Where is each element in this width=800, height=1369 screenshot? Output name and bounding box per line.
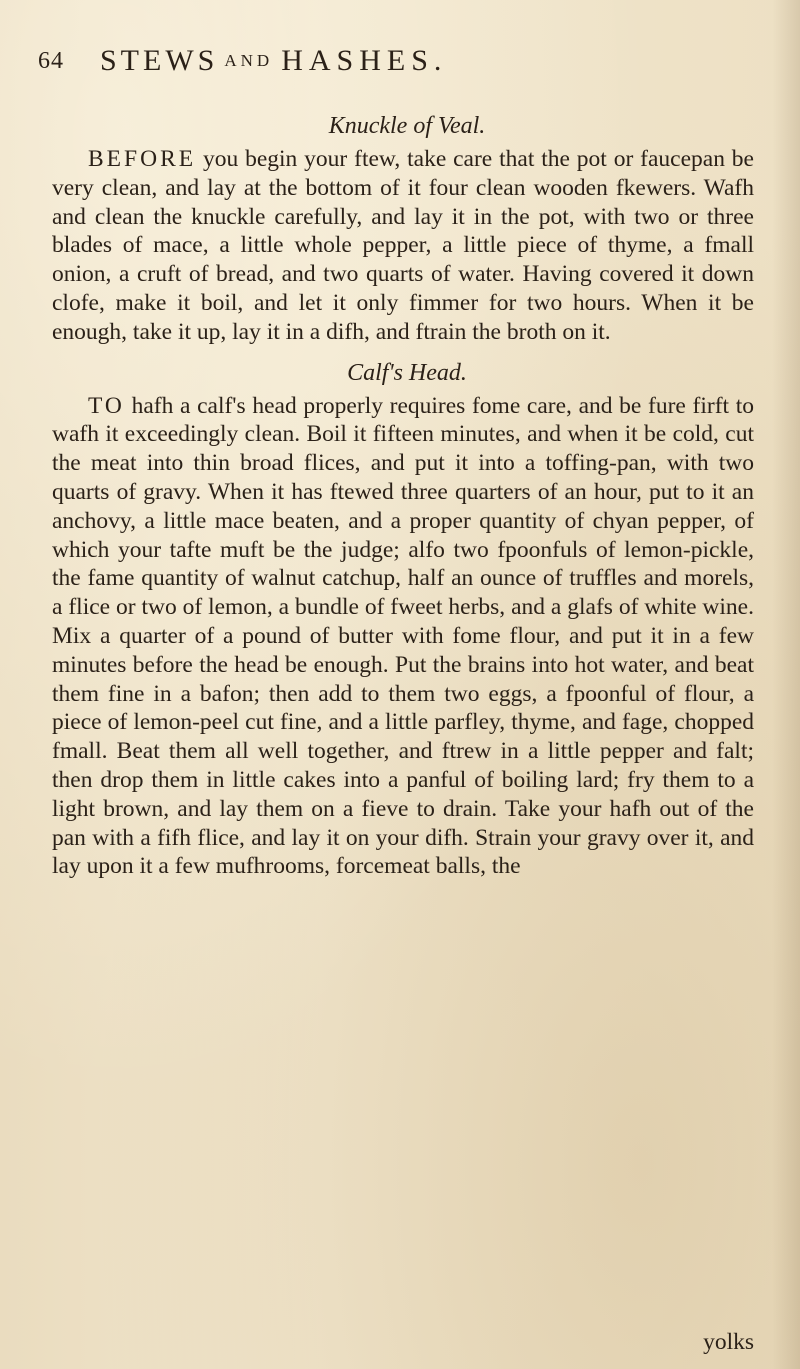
section-title: Knuckle of Veal.	[328, 113, 486, 139]
paragraph-lead-word: TO	[88, 392, 125, 419]
paragraph-lead-word: BEFORE	[88, 146, 197, 172]
running-title-and: AND	[224, 51, 274, 70]
recipe-calfs-head	[52, 359, 754, 882]
page-body	[52, 112, 754, 893]
page-edge-shadow	[772, 0, 800, 1369]
page-number: 64	[38, 48, 64, 74]
paragraph-text: hafh a calf's head properly requires fome care, and be fure firft to wafh it exceedingly clean. Boil it fifteen minutes, and when it be cold, cut the meat into thin broad flices, and put it into a toffing-pan, with two quarts of gravy. When it has ftewed three quarters of an hour, put to it an anchovy, a little mace beaten, and a proper quantity of chyan pepper, of which your tafte muft be the judge; alfo two fpoonfuls of lemon-pickle, the fame quantity of walnut catchup, half an ounce of truffles and morels, a flice or two of lemon, a bundle of fweet herbs, and a glafs of white wine. Mix a quarter of a pound of butter with fome flour, and put it in a few minutes before the head be enough. Put the brains into hot water, and beat them fine in a bafon; then add to them two eggs, a fpoonful of flour, a piece of lemon-peel cut fine, and a little parfley, thyme, and fage, chopped fmall. Beat them all well together, and ftrew in a little pepper and falt; then drop them in little cakes into a panful of boiling lard; fry them to a light brown, and lay them on a fieve to drain. Take your hafh out of the pan with a fifh flice, and lay it on your difh. Strain your gravy over it, and lay upon it a few mufhrooms, forcemeat balls, the	[52, 392, 754, 880]
paragraph	[52, 392, 754, 882]
recipe-knuckle-of-veal	[52, 112, 754, 347]
paragraph-text: you begin your ftew, take care that the pot or faucepan be very clean, and lay at the bottom of it four clean wooden fkewers. Wafh and clean the knuckle carefully, and lay it in the pot, with two or three blades of mace, a little whole pepper, a little piece of thyme, a fmall onion, a cruft of bread, and two quarts of water. Having covered it down clofe, make it boil, and let it only fimmer for two hours. When it be enough, take it up, lay it in a difh, and ftrain the broth on it.	[52, 146, 754, 345]
section-title: Calf's Head.	[347, 359, 467, 386]
running-header	[38, 36, 758, 96]
running-title-hashes: HASHES.	[281, 44, 448, 77]
catchword: yolks	[703, 1329, 754, 1355]
paragraph	[52, 145, 754, 347]
running-title-stews: STEWS	[100, 44, 219, 77]
running-title	[100, 44, 447, 78]
